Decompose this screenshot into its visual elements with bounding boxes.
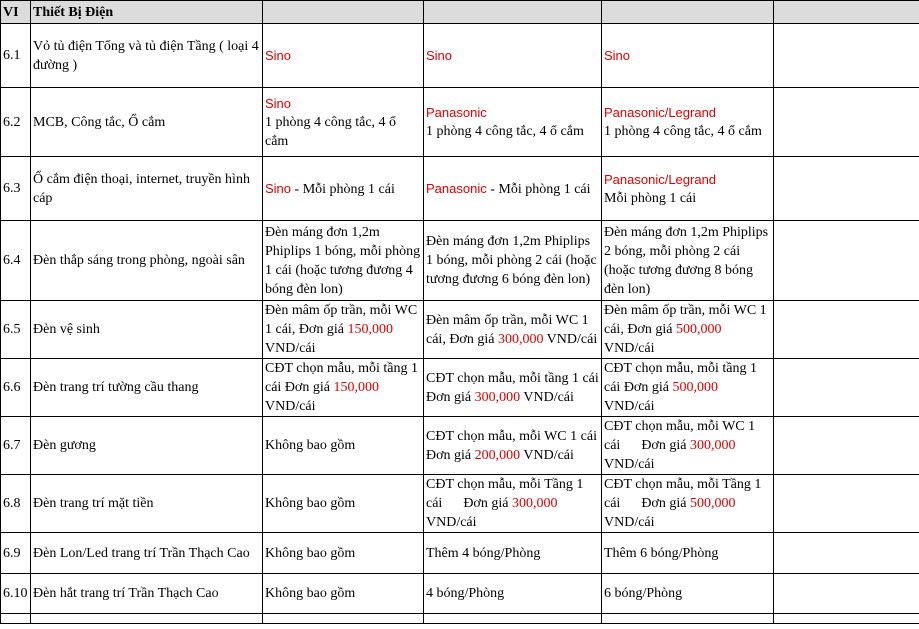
cell-text: 1 phòng 4 công tắc, 4 ổ cắm xyxy=(604,124,762,139)
table-row xyxy=(1,417,919,475)
basic-package-cell[interactable] xyxy=(263,24,424,88)
item-name[interactable]: Đèn Lon/Led trang trí Trần Thạch Cao xyxy=(31,533,263,574)
empty-cell[interactable] xyxy=(774,24,919,88)
brand-name: Sino xyxy=(265,95,292,111)
cell-text: - Mỗi phòng 1 cái xyxy=(486,181,591,197)
section-header-row xyxy=(1,1,919,24)
standard-package-cell[interactable] xyxy=(424,157,602,221)
header-cell-2[interactable] xyxy=(424,1,602,24)
price-unit: VND/cái xyxy=(520,389,574,405)
cell-text: Đèn mâm ốp trần, mỗi WC 1 cái, Đơn giá xyxy=(604,303,767,337)
price-unit: VND/cái xyxy=(426,515,477,530)
row-number[interactable]: 6.7 xyxy=(1,417,31,475)
row-number[interactable]: 6.10 xyxy=(1,574,31,614)
table-row xyxy=(1,614,919,624)
unit-price: 300,000 xyxy=(497,331,544,347)
price-unit: VND/cái xyxy=(604,399,655,414)
unit-price: 300,000 xyxy=(511,496,558,511)
cell-text: CĐT chọn mẫu, mỗi WC 1 cái Đơn giá xyxy=(426,428,597,463)
empty-cell[interactable] xyxy=(1,614,31,624)
brand-name: Sino xyxy=(426,47,453,63)
item-name[interactable]: Đèn thắp sáng trong phòng, ngoài sân xyxy=(31,221,263,301)
basic-package-cell[interactable]: Đèn máng đơn 1,2m Phiplips 1 bóng, mỗi phòng 1 cái (hoặc tương đương 4 bóng đèn lon) xyxy=(263,221,424,301)
row-number[interactable]: 6.8 xyxy=(1,475,31,533)
cell-text: Mỗi phòng 1 cái xyxy=(604,190,697,206)
premium-package-cell[interactable] xyxy=(602,24,774,88)
premium-package-cell[interactable] xyxy=(602,157,774,221)
table-row xyxy=(1,475,919,533)
cell-text: Đèn mâm ốp trần, mỗi WC 1 cái, Đơn giá xyxy=(426,312,589,347)
item-name[interactable]: Đèn trang trí tường cầu thang xyxy=(31,359,263,417)
empty-cell[interactable] xyxy=(774,574,919,614)
item-name[interactable]: MCB, Công tắc, Ổ cắm xyxy=(31,88,263,157)
cell-text: 1 phòng 4 công tắc, 4 ổ cắm xyxy=(426,124,584,139)
row-number[interactable]: 6.9 xyxy=(1,533,31,574)
basic-package-cell[interactable]: Không bao gồm xyxy=(263,574,424,614)
row-number[interactable]: 6.6 xyxy=(1,359,31,417)
basic-package-cell[interactable] xyxy=(263,301,424,359)
unit-price: 500,000 xyxy=(675,322,722,337)
brand-name: Panasonic/Legrand xyxy=(604,171,717,187)
standard-package-cell[interactable]: 4 bóng/Phòng xyxy=(424,574,602,614)
unit-price: 200,000 xyxy=(474,447,521,463)
unit-price: 300,000 xyxy=(474,389,521,405)
price-unit: VND/cái xyxy=(520,447,574,463)
basic-package-cell[interactable] xyxy=(263,359,424,417)
basic-package-cell[interactable] xyxy=(263,157,424,221)
brand-name: Panasonic xyxy=(426,105,487,120)
empty-cell[interactable] xyxy=(31,614,263,624)
empty-cell[interactable] xyxy=(774,475,919,533)
brand-name: Sino xyxy=(604,47,631,63)
premium-package-cell[interactable]: Đèn máng đơn 1,2m Phiplips 2 bóng, mỗi phòng 2 cái (hoặc tương đương 8 bóng đèn lon) xyxy=(602,221,774,301)
header-cell-1[interactable] xyxy=(263,1,424,24)
table-row xyxy=(1,221,919,301)
empty-cell[interactable] xyxy=(774,88,919,157)
empty-cell[interactable] xyxy=(774,157,919,221)
cell-text: 1 phòng 4 công tắc, 4 ổ cắm xyxy=(265,114,397,149)
section-title[interactable]: Thiết Bị Điện xyxy=(31,1,263,24)
brand-name: Sino xyxy=(265,180,292,196)
price-unit: VND/cái xyxy=(265,341,316,356)
item-name[interactable]: Đèn hắt trang trí Trần Thạch Cao xyxy=(31,574,263,614)
premium-package-cell[interactable]: 6 bóng/Phòng xyxy=(602,574,774,614)
cell-text: - Mỗi phòng 1 cái xyxy=(291,181,395,197)
price-unit: VND/cái xyxy=(604,457,655,472)
premium-package-cell[interactable] xyxy=(602,301,774,359)
cell-text: CĐT chọn mẫu, mỗi tầng 1 cái Đơn giá xyxy=(265,361,418,395)
item-name[interactable]: Đèn trang trí mặt tiền xyxy=(31,475,263,533)
unit-price: 500,000 xyxy=(672,380,718,395)
empty-cell[interactable] xyxy=(602,614,774,624)
price-unit: VND/cái xyxy=(604,515,655,530)
section-number[interactable]: VI xyxy=(1,1,31,24)
empty-cell[interactable] xyxy=(774,533,919,574)
standard-package-cell[interactable] xyxy=(424,359,602,417)
price-unit: VND/cái xyxy=(543,331,598,347)
cell-text: CĐT chọn mẫu, mỗi Tầng 1 cái Đơn giá xyxy=(426,477,587,511)
standard-package-cell[interactable] xyxy=(424,475,602,533)
table-row xyxy=(1,157,919,221)
row-number[interactable]: 6.2 xyxy=(1,88,31,157)
table-row xyxy=(1,533,919,574)
premium-package-cell[interactable] xyxy=(602,359,774,417)
header-cell-3[interactable] xyxy=(602,1,774,24)
standard-package-cell[interactable]: Thêm 4 bóng/Phòng xyxy=(424,533,602,574)
brand-name: Panasonic xyxy=(426,180,487,196)
standard-package-cell[interactable] xyxy=(424,24,602,88)
empty-cell[interactable] xyxy=(774,301,919,359)
row-number[interactable]: 6.5 xyxy=(1,301,31,359)
cell-text: CĐT chọn mẫu, mỗi tầng 1 cái Đơn giá xyxy=(426,370,599,405)
row-number[interactable]: 6.3 xyxy=(1,157,31,221)
brand-name: Panasonic/Legrand xyxy=(604,105,717,120)
basic-package-cell[interactable]: Không bao gồm xyxy=(263,533,424,574)
standard-package-cell[interactable] xyxy=(424,417,602,475)
cell-text: CĐT chọn mẫu, mỗi Tầng 1 cái Đơn giá xyxy=(604,477,765,511)
unit-price: 150,000 xyxy=(333,380,379,395)
empty-cell[interactable] xyxy=(774,359,919,417)
header-cell-4[interactable] xyxy=(774,1,919,24)
empty-cell[interactable] xyxy=(424,614,602,624)
premium-package-cell[interactable]: Thêm 6 bóng/Phòng xyxy=(602,533,774,574)
unit-price: 500,000 xyxy=(689,496,736,511)
empty-cell[interactable] xyxy=(263,614,424,624)
cell-text: CĐT chọn mẫu, mỗi tầng 1 cái Đơn giá xyxy=(604,361,757,395)
empty-cell[interactable] xyxy=(774,614,919,624)
premium-package-cell[interactable] xyxy=(602,88,774,157)
item-name[interactable]: Ổ cắm điện thoại, internet, truyền hình cáp xyxy=(31,157,263,221)
row-number[interactable]: 6.1 xyxy=(1,24,31,88)
empty-cell[interactable] xyxy=(774,221,919,301)
table-row xyxy=(1,574,919,614)
empty-cell[interactable] xyxy=(774,417,919,475)
basic-package-cell[interactable] xyxy=(263,88,424,157)
unit-price: 150,000 xyxy=(347,322,393,337)
cell-text: CĐT chọn mẫu, mỗi WC 1 cái Đơn giá xyxy=(604,419,759,453)
price-unit: VND/cái xyxy=(265,399,316,414)
premium-package-cell[interactable] xyxy=(602,417,774,475)
item-name[interactable]: Đèn vệ sinh xyxy=(31,301,263,359)
price-unit: VND/cái xyxy=(604,341,655,356)
unit-price: 300,000 xyxy=(689,438,736,453)
item-name[interactable]: Vỏ tủ điện Tổng và tủ điện Tầng ( loại 4 đường ) xyxy=(31,24,263,88)
row-number[interactable]: 6.4 xyxy=(1,221,31,301)
table-row xyxy=(1,88,919,157)
standard-package-cell[interactable] xyxy=(424,88,602,157)
basic-package-cell[interactable]: Không bao gồm xyxy=(263,417,424,475)
table-row xyxy=(1,24,919,88)
standard-package-cell[interactable] xyxy=(424,301,602,359)
brand-name: Sino xyxy=(265,47,292,63)
basic-package-cell[interactable]: Không bao gồm xyxy=(263,475,424,533)
standard-package-cell[interactable]: Đèn máng đơn 1,2m Phiplips 1 bóng, mỗi phòng 2 cái (hoặc tương đương 6 bóng đèn lon) xyxy=(424,221,602,301)
cell-text: Đèn mâm ốp trần, mỗi WC 1 cái, Đơn giá xyxy=(265,303,418,337)
table-row xyxy=(1,301,919,359)
premium-package-cell[interactable] xyxy=(602,475,774,533)
item-name[interactable]: Đèn gương xyxy=(31,417,263,475)
table-row xyxy=(1,359,919,417)
